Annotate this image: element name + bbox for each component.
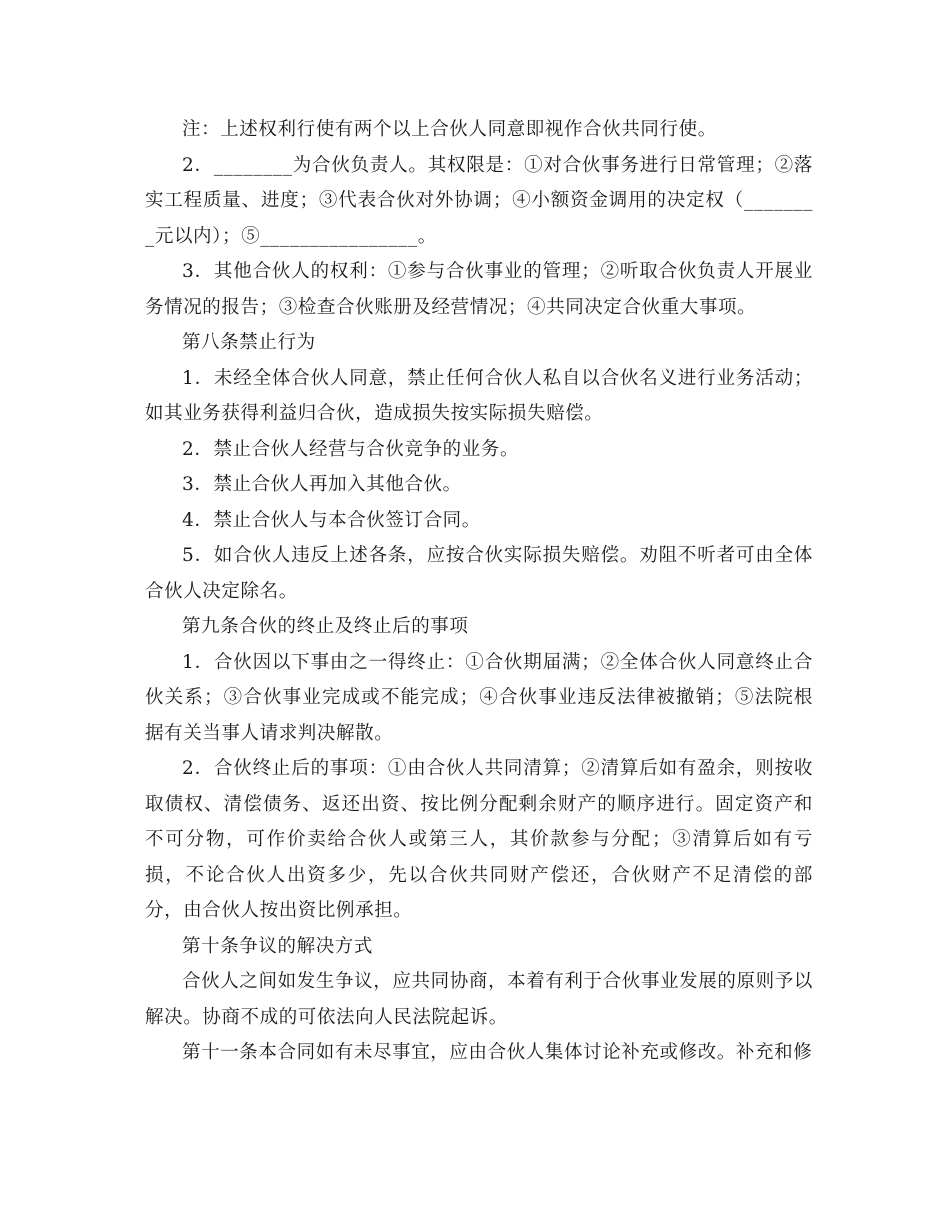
clause-9-item-2: 2．合伙终止后的事项：①由合伙人共同清算；②清算后如有盈余，则按收取债权、清偿债务、返还出资、按比例分配剩余财产的顺序进行。固定资产和不可分物，可作价卖给合伙人或第三人，其价款参与分配；③清算后如有亏损，不论合伙人出资多少，先以合伙共同财产偿还，合伙财产不足清偿的部分，由合伙人按出资比例承担。 <box>145 758 813 921</box>
clause-8-item-4: 4．禁止合伙人与本合伙签订合同。 <box>182 509 481 531</box>
clause-7-item-2: 2．________为合伙负责人。其权限是：①对合伙事务进行日常管理；②落实工程质量、进度；③代表合伙对外协调；④小额资金调用的决定权（________元以内）；⑤________________。 <box>145 154 813 247</box>
clause-9-heading: 第九条合伙的终止及终止后的事项 <box>182 616 469 637</box>
note-paragraph: 注：上述权利行使有两个以上合伙人同意即视作合伙共同行使。 <box>182 119 717 140</box>
clause-10-body: 合伙人之间如发生争议，应共同协商，本着有利于合伙事业发展的原则予以解决。协商不成的可依法向人民法院起诉。 <box>145 971 813 1028</box>
clause-8-heading: 第八条禁止行为 <box>182 332 316 353</box>
clause-8-item-1: 1．未经全体合伙人同意，禁止任何合伙人私自以合伙名义进行业务活动；如其业务获得利益归合伙，造成损失按实际损失赔偿。 <box>145 367 813 424</box>
document-body <box>145 112 813 1071</box>
clause-8-item-5: 5．如合伙人违反上述各条，应按合伙实际损失赔偿。劝阻不听者可由全体合伙人决定除名。 <box>145 545 813 602</box>
clause-9-item-1: 1．合伙因以下事由之一得终止：①合伙期届满；②全体合伙人同意终止合伙关系；③合伙事业完成或不能完成；④合伙事业违反法律被撤销；⑤法院根据有关当事人请求判决解散。 <box>145 651 813 744</box>
clause-8-item-3: 3．禁止合伙人再加入其他合伙。 <box>182 474 462 495</box>
clause-7-item-3: 3．其他合伙人的权利：①参与合伙事业的管理；②听取合伙负责人开展业务情况的报告；③检查合伙账册及经营情况；④共同决定合伙重大事项。 <box>145 261 813 318</box>
clause-8-item-2: 2．禁止合伙人经营与合伙竞争的业务。 <box>182 438 520 460</box>
clause-10-heading: 第十条争议的解决方式 <box>182 935 374 957</box>
clause-11-body: 第十一条本合同如有未尽事宜，应由合伙人集体讨论补充或修改。补充和修 <box>182 1042 813 1063</box>
